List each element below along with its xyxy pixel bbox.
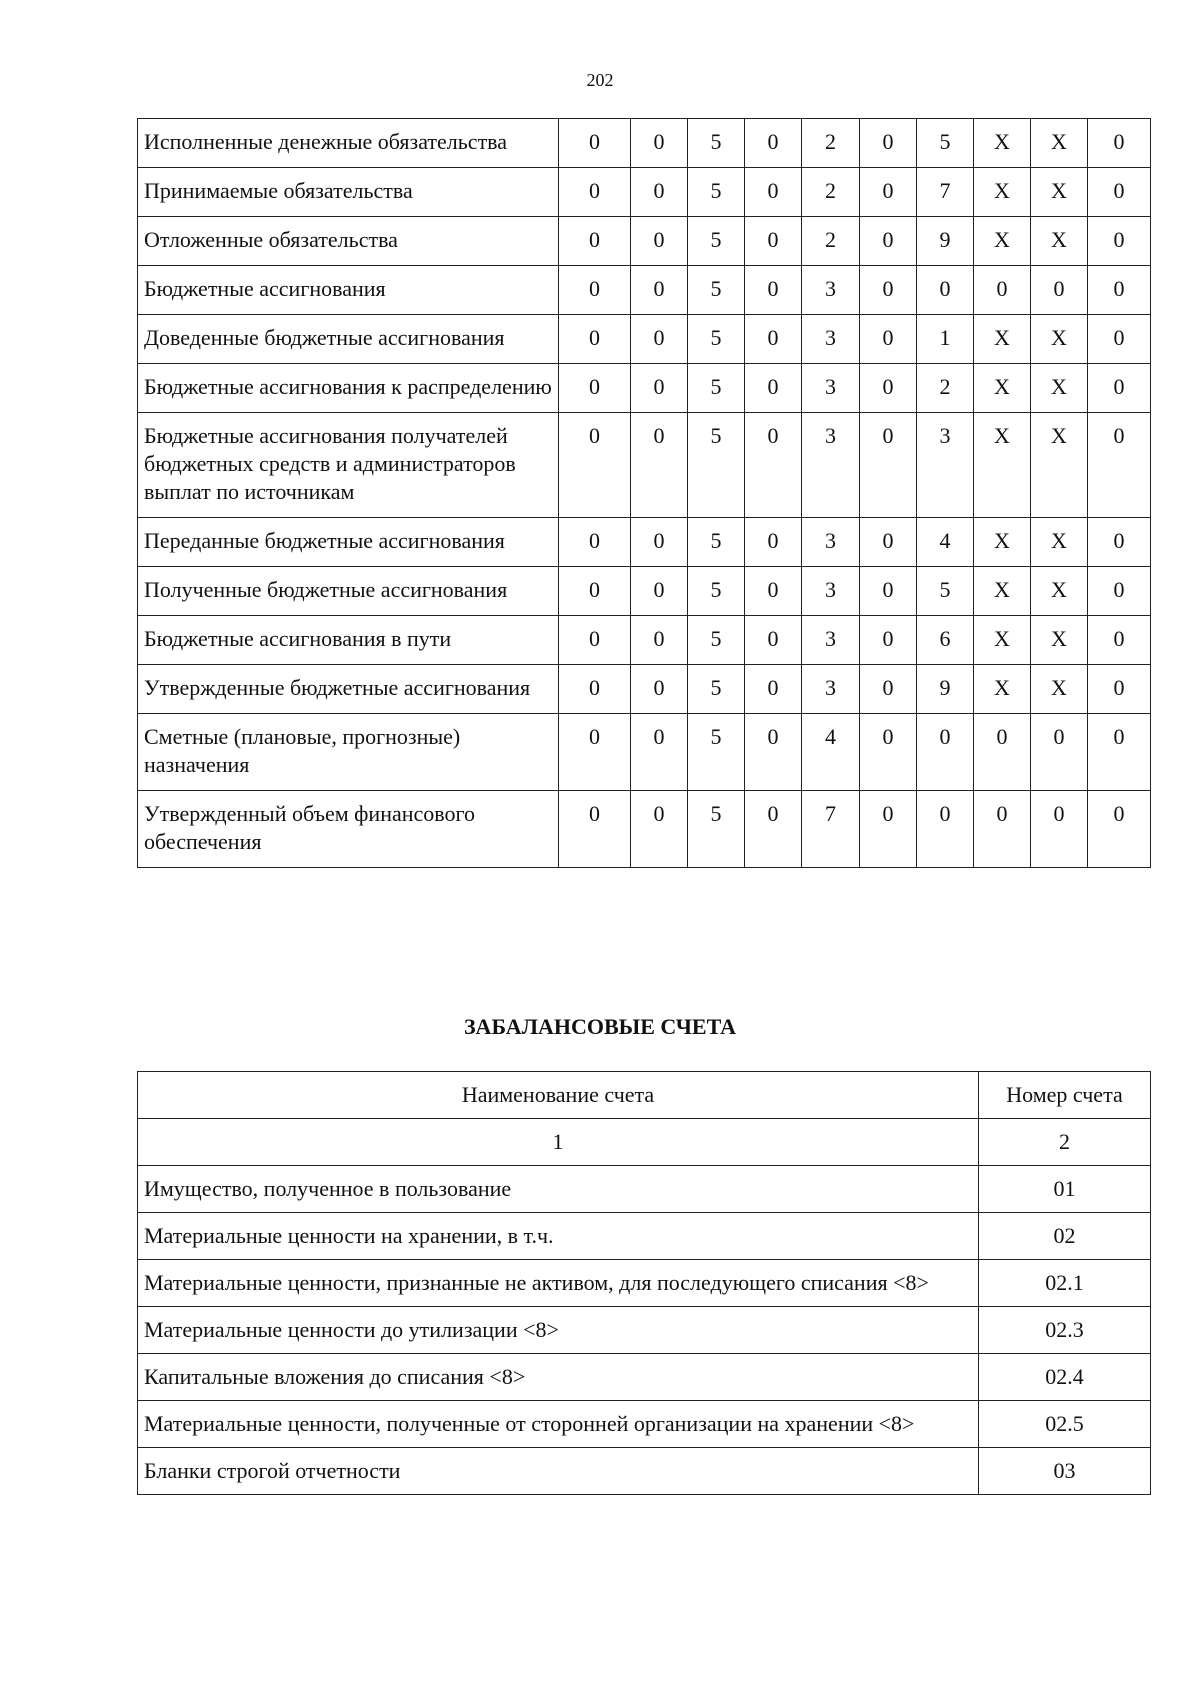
code-digit-cell: 0 [631,413,688,518]
code-digit-cell: 0 [631,119,688,168]
code-digit-cell: X [1031,567,1088,616]
code-digit-cell: 0 [631,266,688,315]
code-digit-cell: 0 [559,567,631,616]
code-digit-cell: 6 [917,616,974,665]
offbalance-account-name: Материальные ценности, признанные не активом, для последующего списания <8> [138,1260,979,1307]
table-row [138,1401,1151,1448]
account-name-cell: Бюджетные ассигнования получателей бюджетных средств и администраторов выплат по источникам [138,413,559,518]
code-digit-cell: 0 [860,518,917,567]
code-digit-cell: 3 [802,665,860,714]
code-digit-cell: 5 [688,315,745,364]
offbalance-account-name: Бланки строгой отчетности [138,1448,979,1495]
code-digit-cell: 0 [1031,266,1088,315]
code-digit-cell: 0 [1031,714,1088,791]
code-digit-cell: 0 [860,364,917,413]
code-digit-cell: 3 [802,315,860,364]
code-digit-cell: 0 [1088,217,1151,266]
code-digit-cell: 0 [745,364,802,413]
code-digit-cell: 0 [631,364,688,413]
code-digit-cell: 0 [1088,266,1151,315]
index-cell-number: 2 [979,1119,1151,1166]
offbalance-accounts-table [137,1071,1151,1495]
table-row [138,1448,1151,1495]
code-digit-cell: 0 [745,168,802,217]
header-account-name: Наименование счета [138,1072,979,1119]
code-digit-cell: 4 [802,714,860,791]
code-digit-cell: 0 [860,266,917,315]
code-digit-cell: 0 [631,217,688,266]
account-name-cell: Переданные бюджетные ассигнования [138,518,559,567]
account-name-cell: Доведенные бюджетные ассигнования [138,315,559,364]
code-digit-cell: X [974,665,1031,714]
code-digit-cell: 0 [631,168,688,217]
code-digit-cell: 0 [860,119,917,168]
index-cell-name: 1 [138,1119,979,1166]
code-digit-cell: X [1031,665,1088,714]
account-name-cell: Бюджетные ассигнования [138,266,559,315]
code-digit-cell: 0 [745,616,802,665]
offbalance-accounts-body [138,1166,1151,1495]
offbalance-account-number: 02.1 [979,1260,1151,1307]
code-digit-cell: 0 [917,714,974,791]
code-digit-cell: 1 [917,315,974,364]
code-digit-cell: 0 [860,315,917,364]
code-digit-cell: 0 [559,413,631,518]
code-digit-cell: X [974,364,1031,413]
code-digit-cell: 0 [745,266,802,315]
code-digit-cell: 0 [860,791,917,868]
code-digit-cell: 3 [802,266,860,315]
account-name-cell: Сметные (плановые, прогнозные) назначения [138,714,559,791]
table-row [138,217,1151,266]
table-row [138,518,1151,567]
code-digit-cell: 3 [802,567,860,616]
code-digit-cell: X [974,119,1031,168]
code-digit-cell: 5 [688,665,745,714]
code-digit-cell: 0 [631,518,688,567]
code-digit-cell: 0 [1088,714,1151,791]
code-digit-cell: 0 [860,714,917,791]
code-digit-cell: 0 [631,315,688,364]
offbalance-account-number: 01 [979,1166,1151,1213]
code-digit-cell: 5 [688,266,745,315]
table-row [138,364,1151,413]
code-digit-cell: 0 [917,266,974,315]
table-row [138,413,1151,518]
code-digit-cell: X [1031,119,1088,168]
code-digit-cell: 0 [1088,791,1151,868]
code-digit-cell: 0 [631,665,688,714]
table-row [138,1260,1151,1307]
code-digit-cell: 2 [802,217,860,266]
code-digit-cell: 0 [1088,119,1151,168]
account-name-cell: Бюджетные ассигнования в пути [138,616,559,665]
code-digit-cell: X [1031,518,1088,567]
code-digit-cell: 5 [917,567,974,616]
offbalance-header-row [138,1072,1151,1119]
code-digit-cell: 0 [745,791,802,868]
code-digit-cell: 0 [745,217,802,266]
table-row [138,119,1151,168]
code-digit-cell: 3 [917,413,974,518]
code-digit-cell: 0 [974,714,1031,791]
code-digit-cell: 0 [974,791,1031,868]
code-digit-cell: 0 [559,791,631,868]
table-row [138,266,1151,315]
table-row [138,1166,1151,1213]
code-digit-cell: 5 [688,714,745,791]
code-digit-cell: X [1031,168,1088,217]
code-digit-cell: 0 [745,315,802,364]
code-digit-cell: 0 [860,665,917,714]
code-digit-cell: 0 [860,168,917,217]
code-digit-cell: 0 [559,665,631,714]
offbalance-account-number: 02.3 [979,1307,1151,1354]
code-digit-cell: 0 [1088,616,1151,665]
table-row [138,168,1151,217]
code-digit-cell: 0 [745,413,802,518]
code-digit-cell: 0 [1031,791,1088,868]
code-digit-cell: 3 [802,364,860,413]
offbalance-account-name: Материальные ценности на хранении, в т.ч. [138,1213,979,1260]
account-name-cell: Принимаемые обязательства [138,168,559,217]
code-digit-cell: 0 [559,315,631,364]
header-account-number: Номер счета [979,1072,1151,1119]
code-digit-cell: 9 [917,217,974,266]
code-digit-cell: X [1031,364,1088,413]
code-digit-cell: 0 [559,518,631,567]
account-name-cell: Утвержденные бюджетные ассигнования [138,665,559,714]
code-digit-cell: 0 [631,714,688,791]
code-digit-cell: 0 [559,714,631,791]
code-digit-cell: 0 [1088,665,1151,714]
code-digit-cell: X [974,413,1031,518]
offbalance-account-name: Материальные ценности, полученные от сторонней организации на хранении <8> [138,1401,979,1448]
code-digit-cell: 2 [802,119,860,168]
account-codes-table [137,118,1151,868]
account-name-cell: Отложенные обязательства [138,217,559,266]
code-digit-cell: 0 [745,518,802,567]
code-digit-cell: 0 [1088,168,1151,217]
table-row [138,714,1151,791]
table-row [138,315,1151,364]
code-digit-cell: 5 [688,364,745,413]
table-row [138,665,1151,714]
code-digit-cell: X [974,616,1031,665]
code-digit-cell: X [974,217,1031,266]
code-digit-cell: 0 [917,791,974,868]
code-digit-cell: 0 [860,567,917,616]
code-digit-cell: 5 [688,119,745,168]
code-digit-cell: 0 [860,413,917,518]
code-digit-cell: 0 [559,217,631,266]
offbalance-index-row [138,1119,1151,1166]
account-name-cell: Полученные бюджетные ассигнования [138,567,559,616]
code-digit-cell: 0 [1088,518,1151,567]
code-digit-cell: 2 [802,168,860,217]
code-digit-cell: X [974,567,1031,616]
code-digit-cell: 2 [917,364,974,413]
table-row [138,616,1151,665]
code-digit-cell: 0 [1088,413,1151,518]
account-codes-body [138,119,1151,868]
code-digit-cell: 0 [559,616,631,665]
table-row [138,567,1151,616]
table-row [138,1213,1151,1260]
section-heading-offbalance: ЗАБАЛАНСОВЫЕ СЧЕТА [463,1014,737,1039]
code-digit-cell: 3 [802,616,860,665]
code-digit-cell: 7 [802,791,860,868]
code-digit-cell: X [1031,616,1088,665]
code-digit-cell: 0 [745,714,802,791]
code-digit-cell: 0 [745,567,802,616]
code-digit-cell: 0 [631,567,688,616]
code-digit-cell: X [1031,315,1088,364]
code-digit-cell: 0 [559,119,631,168]
offbalance-account-number: 03 [979,1448,1151,1495]
offbalance-account-name: Капитальные вложения до списания <8> [138,1354,979,1401]
code-digit-cell: 0 [1088,315,1151,364]
code-digit-cell: 7 [917,168,974,217]
code-digit-cell: 0 [1088,364,1151,413]
account-name-cell: Утвержденный объем финансового обеспечения [138,791,559,868]
code-digit-cell: 5 [688,168,745,217]
code-digit-cell: 0 [559,168,631,217]
code-digit-cell: 5 [688,791,745,868]
code-digit-cell: 9 [917,665,974,714]
code-digit-cell: X [1031,413,1088,518]
code-digit-cell: 0 [745,119,802,168]
code-digit-cell: X [974,315,1031,364]
code-digit-cell: 0 [631,616,688,665]
offbalance-account-number: 02 [979,1213,1151,1260]
code-digit-cell: 0 [974,266,1031,315]
code-digit-cell: 0 [860,616,917,665]
page-number: 202 [586,70,614,90]
offbalance-account-name: Материальные ценности до утилизации <8> [138,1307,979,1354]
code-digit-cell: 3 [802,413,860,518]
code-digit-cell: 0 [1088,567,1151,616]
table-row [138,1307,1151,1354]
code-digit-cell: 5 [688,518,745,567]
code-digit-cell: 5 [688,567,745,616]
code-digit-cell: 0 [745,665,802,714]
code-digit-cell: 5 [688,616,745,665]
code-digit-cell: 0 [559,266,631,315]
account-name-cell: Бюджетные ассигнования к распределению [138,364,559,413]
offbalance-account-name: Имущество, полученное в пользование [138,1166,979,1213]
code-digit-cell: X [974,168,1031,217]
code-digit-cell: 0 [860,217,917,266]
code-digit-cell: X [974,518,1031,567]
offbalance-account-number: 02.4 [979,1354,1151,1401]
table-row [138,1354,1151,1401]
code-digit-cell: 4 [917,518,974,567]
code-digit-cell: 5 [688,217,745,266]
code-digit-cell: 0 [631,791,688,868]
offbalance-account-number: 02.5 [979,1401,1151,1448]
table-row [138,791,1151,868]
code-digit-cell: 3 [802,518,860,567]
code-digit-cell: 0 [559,364,631,413]
code-digit-cell: X [1031,217,1088,266]
account-name-cell: Исполненные денежные обязательства [138,119,559,168]
code-digit-cell: 5 [688,413,745,518]
code-digit-cell: 5 [917,119,974,168]
